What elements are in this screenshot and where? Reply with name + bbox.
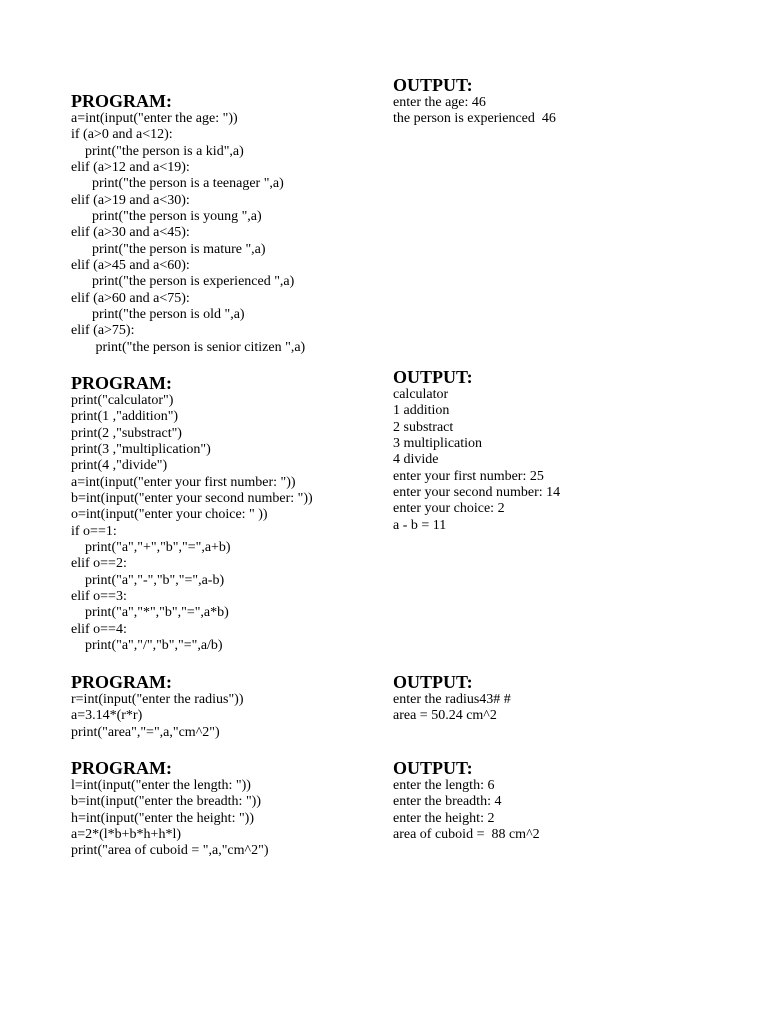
output-line: 4 divide <box>393 452 439 468</box>
code-line: a=2*(l*b+b*h+h*l) <box>71 827 182 843</box>
code-line: a=3.14*(r*r) <box>71 708 143 724</box>
code-line: print("the person is a kid",a) <box>71 143 244 159</box>
code-line: print("the person is old ",a) <box>71 307 245 323</box>
program-heading: PROGRAM: <box>71 672 172 692</box>
output-text <box>393 778 540 843</box>
program-block-cuboid-area <box>71 759 268 860</box>
code-line: print("area of cuboid = ",a,"cm^2") <box>71 843 269 859</box>
output-heading: OUTPUT: <box>393 758 473 778</box>
output-heading: OUTPUT: <box>393 367 473 387</box>
output-line: 2 substract <box>393 419 454 435</box>
output-line: enter your second number: 14 <box>393 485 561 501</box>
output-line: enter your choice: 2 <box>393 501 505 517</box>
program-code <box>71 778 268 860</box>
output-heading: OUTPUT: <box>393 672 473 692</box>
output-block-age <box>393 76 556 128</box>
output-line: enter the height: 2 <box>393 810 495 826</box>
code-line: print("area","=",a,"cm^2") <box>71 724 220 740</box>
output-line: enter the radius43# # <box>393 692 511 707</box>
output-line: enter the age: 46 <box>393 95 486 110</box>
output-line: enter the length: 6 <box>393 778 495 793</box>
program-code <box>71 111 305 356</box>
code-line: elif (a>60 and a<75): <box>71 290 190 306</box>
code-line: print("a","-","b","=",a-b) <box>71 572 225 588</box>
code-line: o=int(input("enter your choice: " )) <box>71 507 268 523</box>
program-block-circle-area <box>71 673 244 741</box>
output-line: area of cuboid = 88 cm^2 <box>393 827 540 843</box>
code-line: b=int(input("enter your second number: ")) <box>71 491 313 507</box>
output-line: 1 addition <box>393 403 450 419</box>
code-line: elif (a>30 and a<45): <box>71 225 190 241</box>
output-line: enter the breadth: 4 <box>393 794 502 810</box>
output-text <box>393 692 511 725</box>
code-line: print("the person is a teenager ",a) <box>71 176 284 192</box>
code-line: a=int(input("enter your first number: ")) <box>71 474 296 490</box>
output-line: 3 multiplication <box>393 436 483 452</box>
output-line: area = 50.24 cm^2 <box>393 708 497 724</box>
code-line: print("a","/","b","=",a/b) <box>71 638 223 654</box>
output-block-circle-area <box>393 673 511 725</box>
program-block-age <box>71 92 305 356</box>
code-line: print("a","*","b","=",a*b) <box>71 605 229 621</box>
output-text <box>393 387 560 534</box>
code-line: l=int(input("enter the length: ")) <box>71 778 251 793</box>
program-heading: PROGRAM: <box>71 91 172 111</box>
code-line: elif (a>45 and a<60): <box>71 258 190 274</box>
code-line: print(2 ,"substract") <box>71 425 182 441</box>
code-line: print("a","+","b","=",a+b) <box>71 540 231 556</box>
code-line: print(3 ,"multiplication") <box>71 442 211 458</box>
program-heading: PROGRAM: <box>71 373 172 393</box>
code-line: elif (a>19 and a<30): <box>71 192 190 208</box>
code-line: print("the person is senior citizen ",a) <box>71 339 306 355</box>
code-line: print(1 ,"addition") <box>71 409 179 425</box>
output-heading: OUTPUT: <box>393 75 473 95</box>
output-line: calculator <box>393 387 449 402</box>
code-line: print(4 ,"divide") <box>71 458 168 474</box>
code-line: if o==1: <box>71 523 117 539</box>
code-line: print("calculator") <box>71 393 174 408</box>
program-code <box>71 692 244 741</box>
output-block-cuboid-area <box>393 759 540 843</box>
output-line: enter your first number: 25 <box>393 468 544 484</box>
code-line: if (a>0 and a<12): <box>71 127 173 143</box>
output-block-calculator <box>393 368 560 534</box>
output-line: a - b = 11 <box>393 517 447 533</box>
code-line: print("the person is experienced ",a) <box>71 274 295 290</box>
code-line: elif o==2: <box>71 556 127 572</box>
code-line: h=int(input("enter the height: ")) <box>71 810 254 826</box>
code-line: elif o==3: <box>71 589 127 605</box>
program-heading: PROGRAM: <box>71 758 172 778</box>
code-line: print("the person is young ",a) <box>71 209 262 225</box>
output-text <box>393 95 556 128</box>
program-code <box>71 393 313 655</box>
code-line: b=int(input("enter the breadth: ")) <box>71 794 261 810</box>
program-block-calculator <box>71 374 313 655</box>
code-line: r=int(input("enter the radius")) <box>71 692 244 707</box>
code-line: elif o==4: <box>71 621 127 637</box>
code-line: elif (a>75): <box>71 323 135 339</box>
output-line: the person is experienced 46 <box>393 111 556 127</box>
code-line: elif (a>12 and a<19): <box>71 160 190 176</box>
code-line: a=int(input("enter the age: ")) <box>71 111 238 126</box>
code-line: print("the person is mature ",a) <box>71 241 266 257</box>
